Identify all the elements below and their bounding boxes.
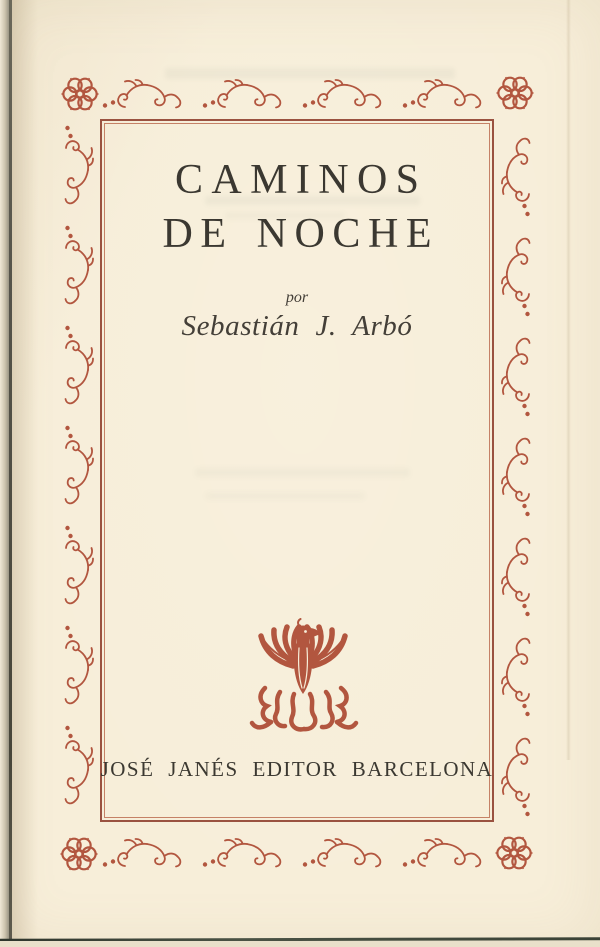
scan-bottom-strip <box>0 941 600 947</box>
rosette-flower-icon <box>60 835 98 873</box>
scan-right-crease <box>566 0 571 760</box>
author-name: Sebastián J. Arbó <box>181 310 413 342</box>
vine-scroll-icon <box>60 121 94 821</box>
vine-scroll-icon <box>501 121 535 821</box>
scan-left-shadow <box>12 0 38 941</box>
rosette-flower-icon <box>61 75 99 113</box>
phoenix-flames-icon <box>247 618 359 738</box>
vine-scroll-icon <box>98 838 496 872</box>
scan-left-edge <box>0 0 9 941</box>
book-title-line2: DE NOCHE <box>162 211 440 257</box>
rosette-flower-icon <box>495 834 533 872</box>
publisher-imprint: JOSÉ JANÉS EDITOR BARCELONA <box>100 757 494 781</box>
byline-por: por <box>285 289 309 306</box>
show-through-smudge <box>165 68 455 79</box>
book-title-line1: CAMINOS <box>174 157 428 203</box>
rosette-flower-icon <box>496 74 534 112</box>
vine-scroll-icon <box>98 79 496 113</box>
